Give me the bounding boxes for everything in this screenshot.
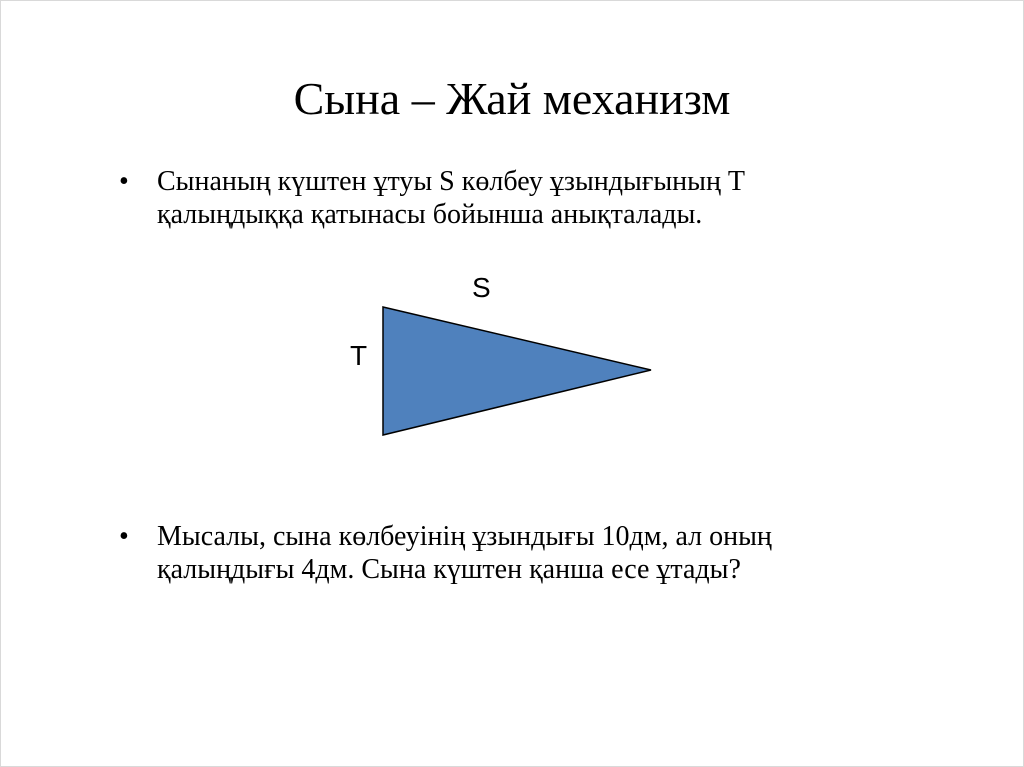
wedge-diagram-svg (331, 266, 691, 451)
bullet-marker: • (119, 521, 129, 552)
thickness-label-t: T (350, 340, 368, 371)
bullet-text: Мысалы, сына көлбеуінің ұзындығы 10дм, ал оның қалыңдығы 4дм. Сына күштен қанша есе ұтады? (157, 521, 772, 585)
wedge-triangle (383, 307, 651, 435)
bullet-marker: • (119, 166, 129, 197)
wedge-diagram (331, 266, 691, 451)
bullet-item (119, 520, 959, 586)
slope-label-s: S (472, 272, 491, 303)
bullet-item (119, 165, 899, 231)
slide-title: Сына – Жай механизм (293, 73, 731, 124)
bullet-text: Сынаның күштен ұтуы S көлбеу ұзындығының Т қалыңдыққа қатынасы бойынша анықталады. (157, 166, 746, 230)
